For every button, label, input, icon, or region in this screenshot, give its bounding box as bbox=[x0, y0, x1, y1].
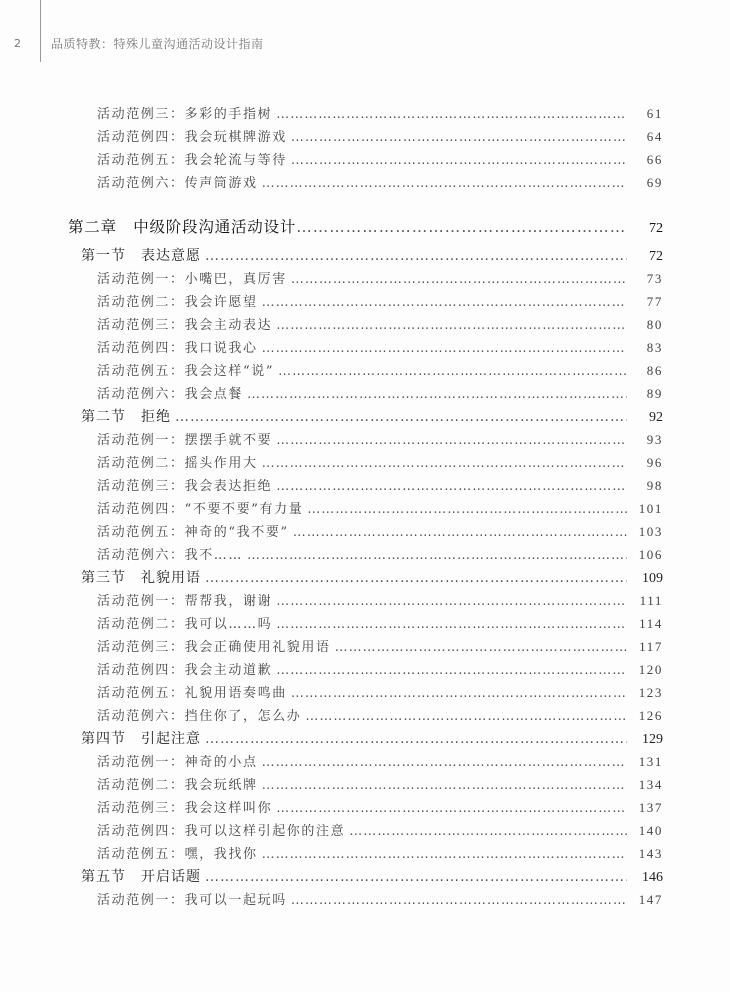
toc-page-number: 80 bbox=[646, 317, 663, 332]
page-number: 2 bbox=[14, 36, 21, 50]
toc-page-number: 143 bbox=[638, 846, 663, 861]
toc-page-number: 140 bbox=[638, 823, 663, 838]
toc-page-number: 77 bbox=[646, 294, 663, 309]
toc-entry-label: 活动范例六：挡住你了，怎么办 bbox=[97, 709, 302, 724]
leader-dots bbox=[291, 130, 627, 145]
toc-entry-label: 活动范例二：摇头作用大 bbox=[97, 456, 258, 471]
toc-entry[interactable] bbox=[97, 659, 663, 678]
toc-page-number: 146 bbox=[642, 870, 663, 885]
toc-entry-label: 活动范例三：多彩的手指树 bbox=[97, 107, 273, 122]
toc-entry-label: 活动范例三：我会主动表达 bbox=[97, 318, 273, 333]
toc-page-number: 66 bbox=[646, 152, 663, 167]
toc-section-label: 第四节 引起注意 bbox=[81, 731, 201, 747]
toc-entry-label: 活动范例五：礼貌用语奏鸣曲 bbox=[97, 686, 287, 701]
toc-section[interactable] bbox=[81, 728, 663, 748]
toc-entry[interactable] bbox=[97, 544, 663, 563]
leader-dots bbox=[262, 847, 627, 862]
toc-entry[interactable] bbox=[97, 103, 663, 122]
leader-dots bbox=[205, 248, 627, 264]
toc-entry-label: 活动范例四：我会主动道歉 bbox=[97, 663, 273, 678]
leader-dots bbox=[293, 525, 627, 540]
leader-dots bbox=[205, 570, 627, 586]
toc-entry[interactable] bbox=[97, 820, 663, 839]
toc-page-number: 103 bbox=[638, 524, 663, 539]
toc-entry[interactable] bbox=[97, 636, 663, 655]
toc-entry[interactable] bbox=[97, 337, 663, 356]
leader-dots bbox=[291, 686, 627, 701]
leader-dots bbox=[262, 295, 627, 310]
toc-entry[interactable] bbox=[97, 498, 663, 517]
toc-entry[interactable] bbox=[97, 521, 663, 540]
leader-dots bbox=[262, 778, 627, 793]
toc-page-number: 73 bbox=[646, 271, 663, 286]
leader-dots bbox=[291, 272, 627, 287]
leader-dots bbox=[296, 218, 627, 236]
leader-dots bbox=[307, 502, 627, 517]
leader-dots bbox=[335, 640, 627, 655]
leader-dots bbox=[276, 801, 627, 816]
toc-entry-label: 活动范例六：我会点餐 bbox=[97, 387, 244, 402]
toc-entry[interactable] bbox=[97, 797, 663, 816]
toc-page-number: 134 bbox=[638, 777, 663, 792]
toc-entry[interactable] bbox=[97, 268, 663, 287]
toc-entry-label: 活动范例六：我不…… bbox=[97, 548, 244, 563]
toc-entry[interactable] bbox=[97, 590, 663, 609]
toc-entry-label: 活动范例一：摆摆手就不要 bbox=[97, 433, 273, 448]
book-title: 品质特教：特殊儿童沟通活动设计指南 bbox=[51, 36, 264, 51]
toc-entry[interactable] bbox=[97, 475, 663, 494]
leader-dots bbox=[276, 107, 627, 122]
toc-page-number: 120 bbox=[638, 662, 663, 677]
toc-section[interactable] bbox=[81, 245, 663, 265]
leader-dots bbox=[262, 755, 627, 770]
toc-entry[interactable] bbox=[97, 172, 663, 191]
leader-dots bbox=[262, 176, 627, 191]
toc-entry[interactable] bbox=[97, 126, 663, 145]
leader-dots bbox=[205, 869, 627, 885]
toc-entry[interactable] bbox=[97, 314, 663, 333]
toc-entry[interactable] bbox=[97, 843, 663, 862]
toc-page-number: 86 bbox=[646, 363, 663, 378]
toc-entry-label: 活动范例三：我会正确使用礼貌用语 bbox=[97, 640, 331, 655]
leader-dots bbox=[276, 617, 627, 632]
toc-entry-label: 活动范例五：我会轮流与等待 bbox=[97, 153, 287, 168]
toc-page-number: 96 bbox=[646, 455, 663, 470]
toc-entry-label: 活动范例三：我会这样叫你 bbox=[97, 801, 273, 816]
toc-section-label: 第一节 表达意愿 bbox=[81, 248, 201, 264]
toc-page-number: 109 bbox=[642, 571, 663, 586]
toc-entry-label: 活动范例四：我可以这样引起你的注意 bbox=[97, 824, 346, 839]
toc-entry[interactable] bbox=[97, 452, 663, 471]
toc-page-number: 147 bbox=[638, 892, 663, 907]
toc-section[interactable] bbox=[81, 866, 663, 886]
toc-entry[interactable] bbox=[97, 383, 663, 402]
toc-entry-label: 活动范例二：我会玩纸牌 bbox=[97, 778, 258, 793]
toc-page-number: 114 bbox=[639, 616, 663, 631]
toc-entry-label: 活动范例一：我可以一起玩吗 bbox=[97, 893, 287, 908]
leader-dots bbox=[349, 824, 627, 839]
leader-dots bbox=[291, 893, 627, 908]
toc-page-number: 111 bbox=[639, 593, 663, 608]
leader-dots bbox=[276, 479, 627, 494]
leader-dots bbox=[247, 548, 627, 563]
leader-dots bbox=[247, 387, 627, 402]
toc-page-number: 101 bbox=[638, 501, 663, 516]
toc-entry[interactable] bbox=[97, 291, 663, 310]
toc-entry-label: 活动范例五：嘿，我找你 bbox=[97, 847, 258, 862]
toc-entry[interactable] bbox=[97, 613, 663, 632]
toc-page-number: 117 bbox=[639, 639, 663, 654]
toc-page-number: 93 bbox=[646, 432, 663, 447]
toc-entry-label: 活动范例六：传声筒游戏 bbox=[97, 176, 258, 191]
toc-entry-label: 活动范例一：帮帮我，谢谢 bbox=[97, 594, 273, 609]
toc-section[interactable] bbox=[81, 406, 663, 426]
toc-entry-label: 活动范例五：神奇的“我不要” bbox=[97, 525, 289, 540]
toc-entry[interactable] bbox=[97, 705, 663, 724]
toc-chapter-label: 第二章 中级阶段沟通活动设计 bbox=[68, 218, 297, 236]
toc-page-number: 131 bbox=[638, 754, 663, 769]
toc-entry[interactable] bbox=[97, 429, 663, 448]
toc-page-number: 98 bbox=[646, 478, 663, 493]
toc-section-label: 第三节 礼貌用语 bbox=[81, 570, 201, 586]
toc-page-number: 123 bbox=[638, 685, 663, 700]
toc-entry-label: 活动范例四：我会玩棋牌游戏 bbox=[97, 130, 287, 145]
leader-dots bbox=[276, 663, 627, 678]
toc-page-number: 106 bbox=[638, 547, 663, 562]
leader-dots bbox=[291, 153, 627, 168]
toc-page-number: 83 bbox=[646, 340, 663, 355]
toc-page-number: 89 bbox=[646, 386, 663, 401]
toc-entry-label: 活动范例四：“不要不要”有力量 bbox=[97, 502, 304, 517]
toc-page-number: 64 bbox=[646, 129, 663, 144]
toc-entry[interactable] bbox=[97, 682, 663, 701]
toc-chapter[interactable] bbox=[68, 215, 663, 237]
toc-section[interactable] bbox=[81, 567, 663, 587]
toc-entry[interactable] bbox=[97, 774, 663, 793]
toc-entry[interactable] bbox=[97, 751, 663, 770]
leader-dots bbox=[305, 709, 627, 724]
leader-dots bbox=[276, 433, 627, 448]
leader-dots bbox=[262, 456, 627, 471]
toc-page-number: 72 bbox=[649, 221, 663, 236]
toc-entry[interactable] bbox=[97, 360, 663, 379]
toc-entry[interactable] bbox=[97, 889, 663, 908]
toc-entry-label: 活动范例五：我会这样“说” bbox=[97, 364, 275, 379]
toc-entry-label: 活动范例二：我会许愿望 bbox=[97, 295, 258, 310]
toc-entry-label: 活动范例三：我会表达拒绝 bbox=[97, 479, 273, 494]
leader-dots bbox=[276, 318, 627, 333]
toc-entry[interactable] bbox=[97, 149, 663, 168]
toc-section-label: 第五节 开启话题 bbox=[81, 869, 201, 885]
leader-dots bbox=[276, 594, 627, 609]
toc-page-number: 92 bbox=[649, 410, 663, 425]
toc-section-label: 第二节 拒绝 bbox=[81, 409, 171, 425]
toc-page-number: 61 bbox=[646, 106, 663, 121]
toc-entry-label: 活动范例二：我可以……吗 bbox=[97, 617, 273, 632]
toc-page-number: 72 bbox=[649, 249, 663, 264]
leader-dots bbox=[205, 731, 627, 747]
toc-page-number: 137 bbox=[638, 800, 663, 815]
toc-page-number: 69 bbox=[646, 175, 663, 190]
toc-page-number: 129 bbox=[642, 732, 663, 747]
leader-dots bbox=[175, 409, 627, 425]
toc-entry-label: 活动范例四：我口说我心 bbox=[97, 341, 258, 356]
leader-dots bbox=[262, 341, 627, 356]
leader-dots bbox=[278, 364, 627, 379]
toc-entry-label: 活动范例一：小嘴巴，真厉害 bbox=[97, 272, 287, 287]
toc-entry-label: 活动范例一：神奇的小点 bbox=[97, 755, 258, 770]
toc-page-number: 126 bbox=[638, 708, 663, 723]
